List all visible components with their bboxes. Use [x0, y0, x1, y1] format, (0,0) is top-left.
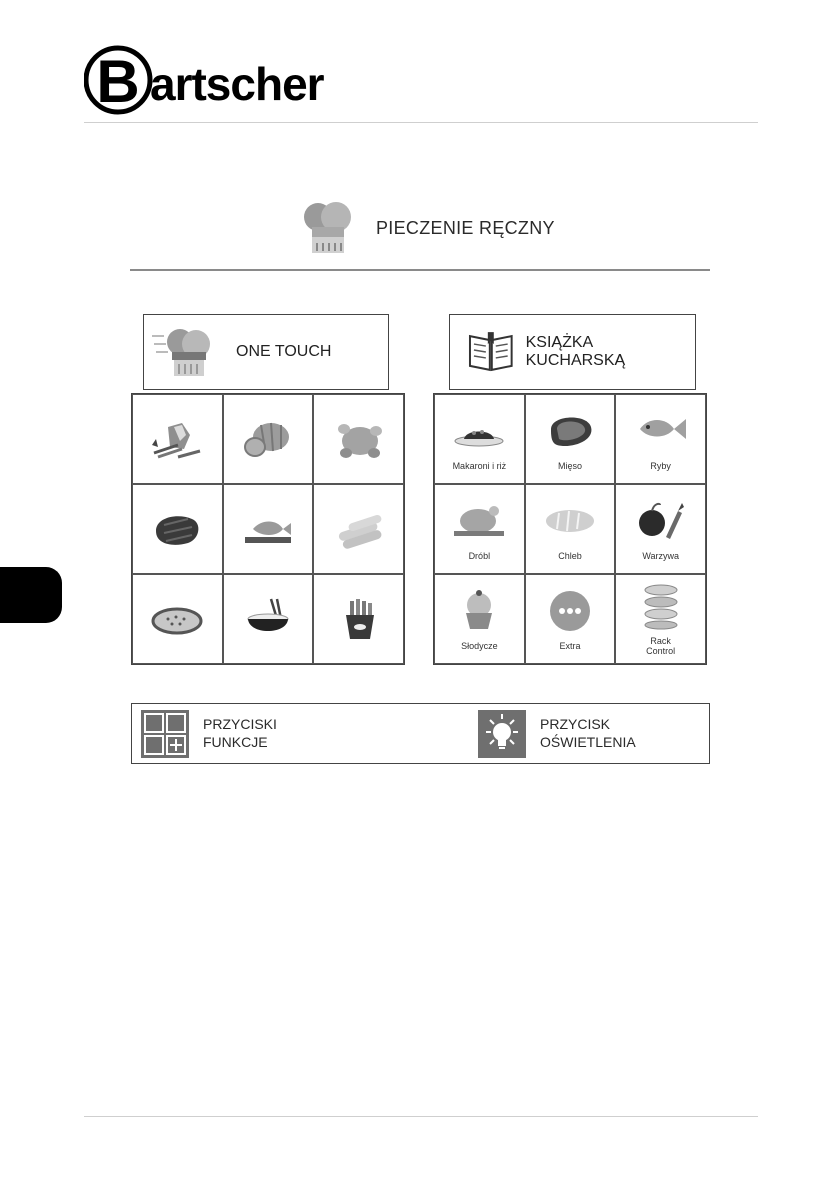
cookbook-item-label: Extra: [559, 640, 581, 651]
one-touch-item-fish-platter[interactable]: [223, 484, 314, 574]
one-touch-item-sausages[interactable]: [313, 484, 404, 574]
cookbook-item-label: Mięso: [557, 460, 582, 471]
fries-icon: [330, 595, 388, 643]
roast-meat-icon: [239, 415, 297, 463]
fish-platter-icon: [239, 505, 297, 553]
cookbook-item-label: Dróbl: [468, 550, 491, 561]
manual-baking-label: PIECZENIE RĘCZNY: [376, 217, 555, 238]
one-touch-item-chicken[interactable]: [313, 394, 404, 484]
chef-hat-icon: [300, 197, 356, 259]
poultry-icon: [450, 497, 508, 545]
one-touch-grid: [131, 393, 405, 665]
steak-icon: [148, 505, 206, 553]
section-divider: [130, 269, 710, 271]
function-buttons-label: PRZYCISKI FUNKCJE: [203, 716, 277, 750]
svg-text:B: B: [96, 48, 140, 115]
cookbook-item-pasta-rice[interactable]: [434, 394, 525, 484]
bottom-bar: [131, 703, 710, 764]
meat-icon: [541, 407, 599, 455]
manual-baking-button[interactable]: [300, 196, 620, 260]
cookbook-item-label: Rack Control: [646, 635, 676, 656]
cookbook-item-vegetables[interactable]: [615, 484, 706, 574]
more-icon: [541, 587, 599, 635]
cookbook-item-label: Makaroni i riż: [452, 460, 507, 471]
cookbook-label: KSIĄŻKA KUCHARSKĄ: [525, 334, 626, 369]
cookbook-item-meat[interactable]: [525, 394, 616, 484]
vegetables-icon: [632, 497, 690, 545]
cookbook-item-sweets[interactable]: [434, 574, 525, 664]
light-button[interactable]: [478, 704, 636, 763]
one-touch-label: ONE TOUCH: [236, 343, 332, 360]
one-touch-item-steak[interactable]: [132, 484, 223, 574]
one-touch-item-pie[interactable]: [132, 574, 223, 664]
cookbook-item-label: Warzywa: [642, 550, 679, 561]
function-buttons[interactable]: [141, 704, 277, 763]
one-touch-item-roast-vegetables[interactable]: [132, 394, 223, 484]
function-grid-icon: [141, 710, 189, 758]
one-touch-item-fries[interactable]: [313, 574, 404, 664]
rack-control-icon: [632, 582, 690, 630]
header-divider: [84, 122, 758, 123]
rice-bowl-icon: [239, 595, 297, 643]
one-touch-button[interactable]: [143, 314, 389, 390]
brand-logo: [84, 42, 324, 116]
chapter-tab: [0, 567, 62, 623]
chef-hats-icon: [150, 322, 220, 382]
one-touch-item-rice-bowl[interactable]: [223, 574, 314, 664]
light-bulb-icon: [478, 710, 526, 758]
sausages-icon: [330, 505, 388, 553]
svg-text:artscher: artscher: [150, 58, 324, 110]
cookbook-item-rack-control[interactable]: [615, 574, 706, 664]
cookbook-item-fish[interactable]: [615, 394, 706, 484]
chicken-icon: [330, 415, 388, 463]
bartscher-logo: [84, 42, 324, 116]
cookbook-item-label: Słodycze: [461, 640, 498, 651]
cookbook-item-poultry[interactable]: [434, 484, 525, 574]
cookbook-item-label: Chleb: [558, 550, 582, 561]
fish-icon: [632, 407, 690, 455]
cookbook-item-bread[interactable]: [525, 484, 616, 574]
bread-icon: [541, 497, 599, 545]
footer-divider: [84, 1116, 758, 1117]
one-touch-item-roast-meat[interactable]: [223, 394, 314, 484]
light-button-label: PRZYCISK OŚWIETLENIA: [540, 716, 636, 750]
cookbook-item-extra[interactable]: [525, 574, 616, 664]
cupcake-icon: [450, 587, 508, 635]
pie-icon: [148, 595, 206, 643]
pasta-rice-icon: [450, 407, 508, 455]
cookbook-grid: [433, 393, 707, 665]
roast-vegetables-icon: [148, 415, 206, 463]
cookbook-button[interactable]: [449, 314, 696, 390]
open-book-icon: [466, 330, 516, 374]
cookbook-item-label: Ryby: [650, 460, 671, 471]
